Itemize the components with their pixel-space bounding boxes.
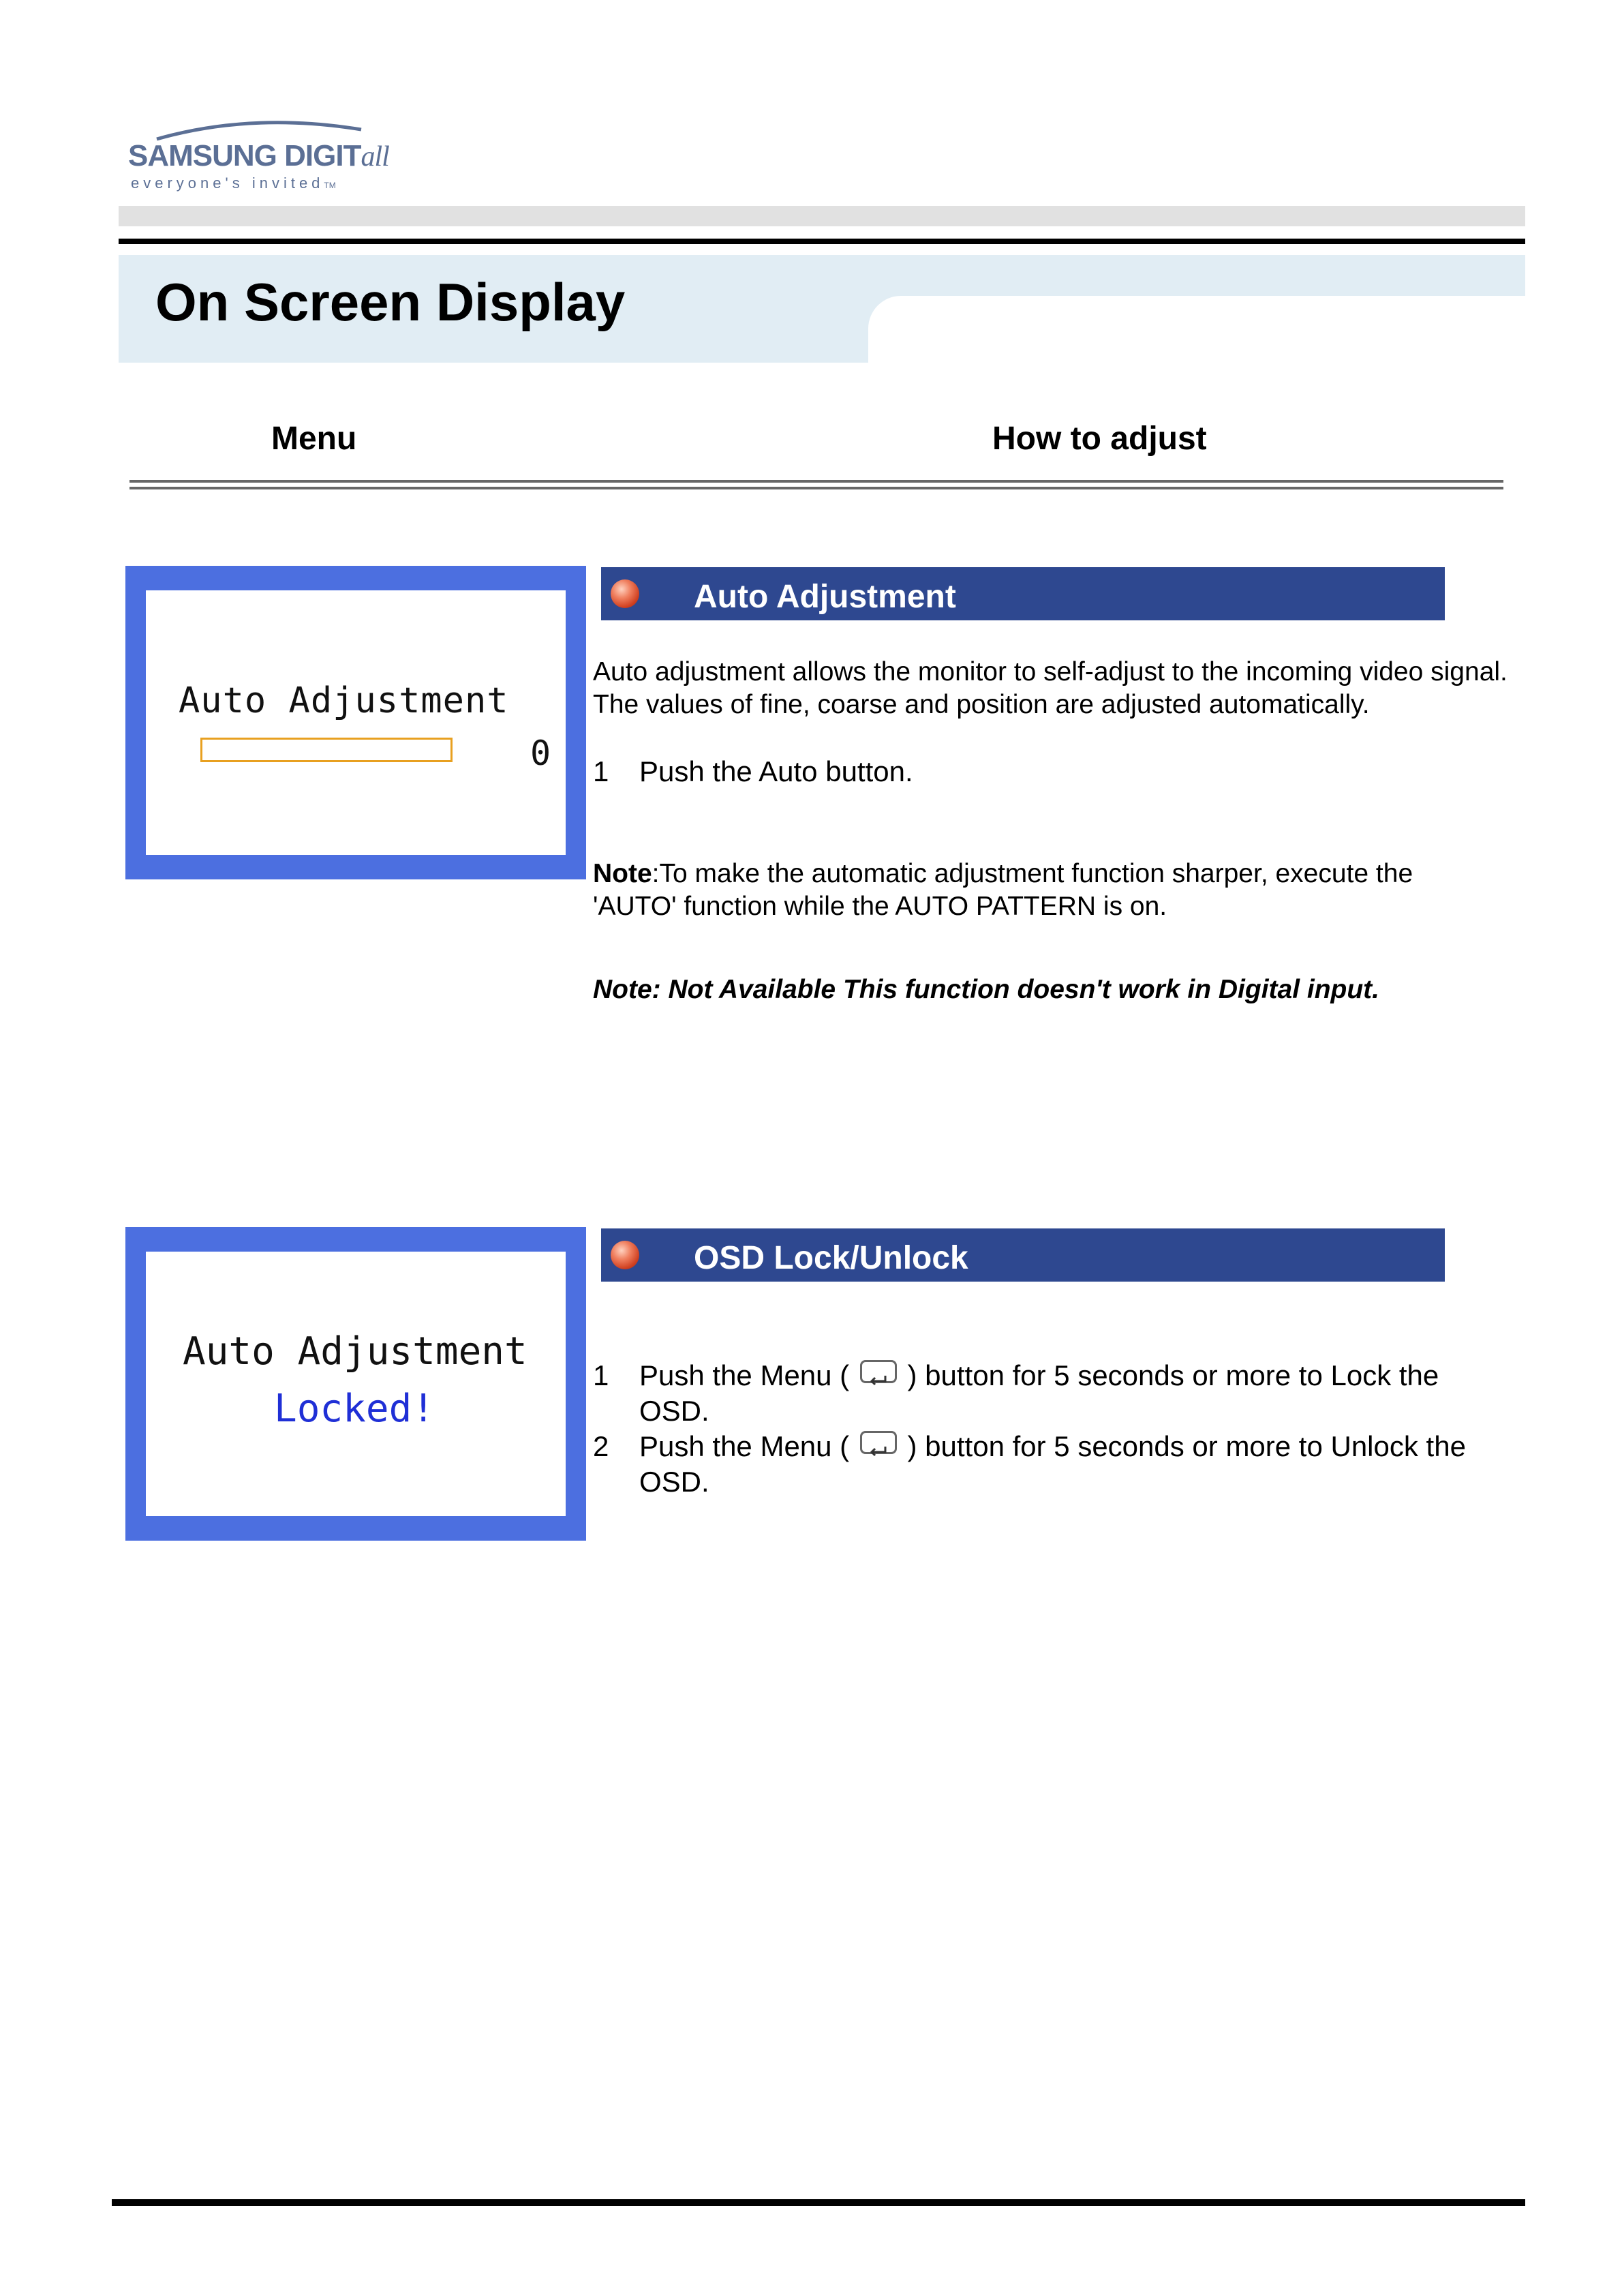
step-text-before: Push the Menu ( bbox=[639, 1430, 850, 1462]
column-header-menu: Menu bbox=[271, 421, 357, 457]
step-text-cont: OSD. bbox=[639, 1395, 709, 1427]
step-text: Push the Auto button. bbox=[639, 755, 913, 787]
note-label: Note bbox=[593, 859, 652, 888]
samsung-logo bbox=[123, 116, 389, 198]
step-text bbox=[639, 1358, 1439, 1429]
osd-screen bbox=[146, 590, 566, 855]
title-band-right bbox=[868, 255, 1525, 296]
osd-lock-panel bbox=[125, 1227, 586, 1541]
osd-progress-value: 0 bbox=[530, 734, 551, 773]
step-text-before: Push the Menu ( bbox=[639, 1359, 850, 1391]
step-number: 1 bbox=[593, 1359, 609, 1391]
description-line: Auto adjustment allows the monitor to self-adjust to the incoming video signal. bbox=[593, 657, 1508, 686]
description-line: The values of fine, coarse and position are adjusted automatically. bbox=[593, 690, 1370, 719]
footer-rule bbox=[112, 2199, 1525, 2206]
step-text-after: ) button for 5 seconds or more to Lock the bbox=[907, 1359, 1439, 1391]
enter-arrow-icon bbox=[862, 1441, 895, 1460]
section-header-auto-adjustment bbox=[601, 567, 1445, 620]
step-number: 1 bbox=[593, 755, 609, 787]
logo-tm: TM bbox=[324, 181, 336, 190]
enter-key-icon bbox=[860, 1360, 897, 1383]
step-number: 2 bbox=[593, 1430, 609, 1462]
step-text bbox=[639, 1429, 1466, 1500]
logo-brand-text: SAMSUNG DIGIT bbox=[128, 139, 361, 172]
osd-auto-adjustment-panel bbox=[125, 566, 586, 879]
note-text: 'AUTO' function while the AUTO PATTERN is on. bbox=[593, 892, 1167, 921]
note-text: :To make the automatic adjustment function sharper, execute the bbox=[652, 859, 1413, 888]
header-double-rule bbox=[129, 480, 1503, 489]
auto-adjustment-description bbox=[593, 656, 1508, 721]
title-band-notch-cut bbox=[868, 296, 934, 361]
header-grey-bar bbox=[119, 206, 1525, 226]
osd-title: Auto Adjustment bbox=[179, 680, 509, 721]
note-not-available: Note: Not Available This function doesn't work in Digital input. bbox=[593, 975, 1380, 1004]
osd-screen bbox=[146, 1252, 566, 1516]
note bbox=[593, 858, 1413, 923]
bullet-icon bbox=[611, 579, 639, 608]
logo-tagline-text: everyone's invited bbox=[131, 175, 324, 192]
logo-brand bbox=[128, 139, 389, 173]
logo-tagline bbox=[131, 175, 336, 192]
enter-arrow-icon bbox=[862, 1370, 895, 1389]
bullet-icon bbox=[611, 1241, 639, 1269]
enter-key-icon bbox=[860, 1431, 897, 1454]
osd-title: Auto Adjustment bbox=[183, 1329, 527, 1374]
section-title: Auto Adjustment bbox=[694, 579, 956, 615]
logo-brand-script: all bbox=[361, 141, 389, 172]
step-text-cont: OSD. bbox=[639, 1466, 709, 1498]
header-black-rule bbox=[119, 239, 1525, 244]
page-title: On Screen Display bbox=[155, 272, 626, 332]
column-header-how-to-adjust: How to adjust bbox=[992, 421, 1207, 457]
step-text-after: ) button for 5 seconds or more to Unlock the bbox=[907, 1430, 1466, 1462]
section-header-osd-lock-unlock bbox=[601, 1228, 1445, 1282]
osd-locked-status: Locked! bbox=[274, 1387, 435, 1431]
section-title: OSD Lock/Unlock bbox=[694, 1240, 968, 1276]
osd-progress-bar bbox=[200, 738, 453, 762]
